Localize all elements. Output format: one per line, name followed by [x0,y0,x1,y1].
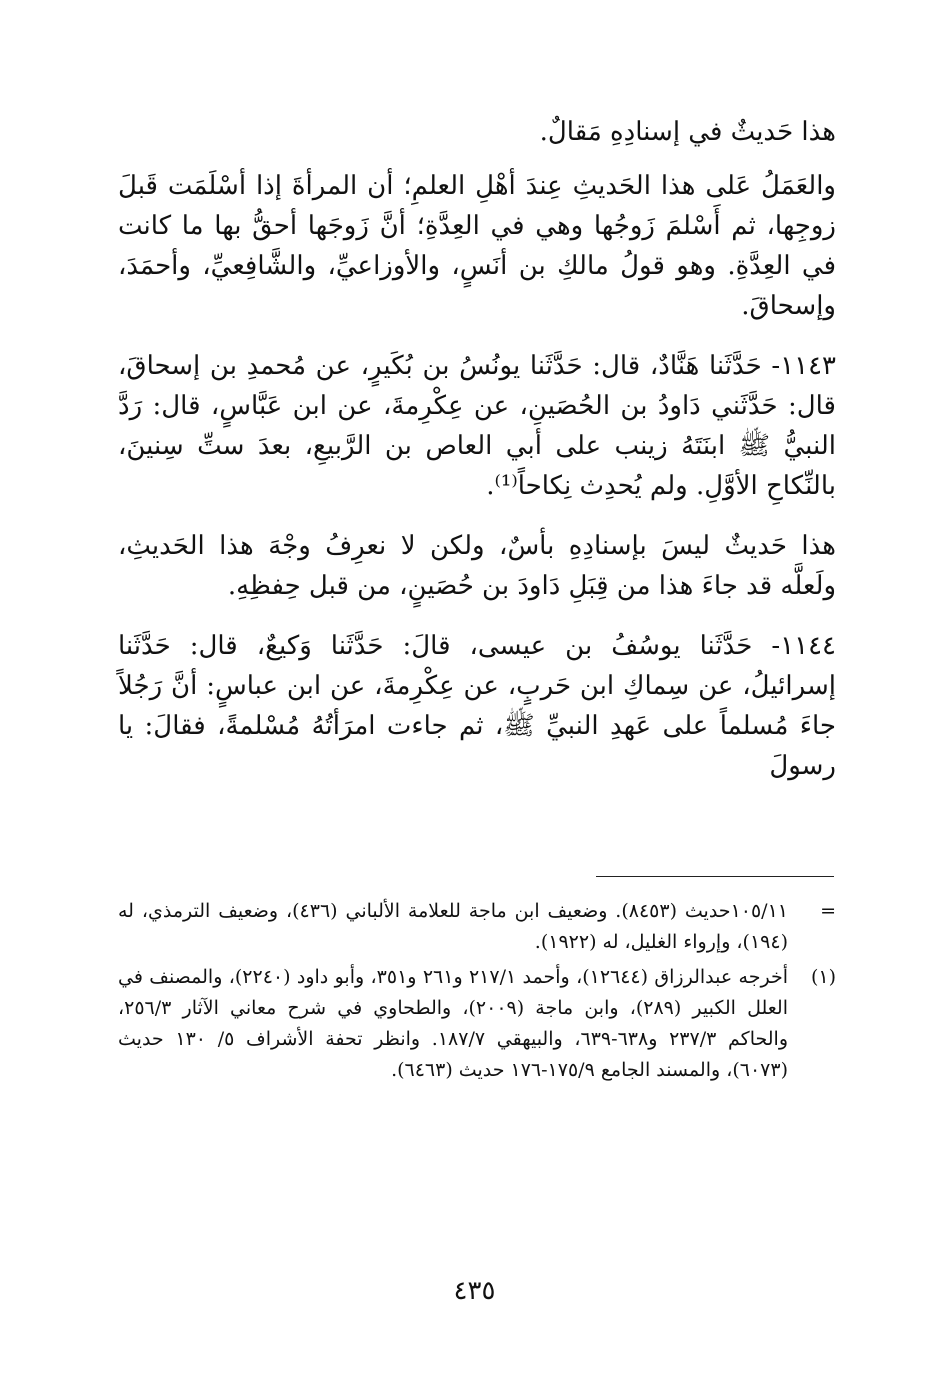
paragraph-ruling: والعَمَلُ عَلى هذا الحَديثِ عِندَ أهْلِ العلمِ؛ أن المرأةَ إذا أسْلَمَت قَبلَ زوجِها، ثم أَسْلمَ زَوجُها وهي في العِدَّةِ؛ أنَّ زَوجَها أحقُّ بها ما كانت في العِدَّةِ. وهو قولُ مالكِ بن أنَسٍ، والأوزاعيِّ، والشَّافِعيِّ، وأحمَدَ، وإسحاقَ. [118,171,836,321]
footnote-1 [118,962,836,1086]
footnote-text: أخرجه عبدالرزاق (١٢٦٤٤)، وأحمد ٢١٧/١ و٢٦١ و٣٥١، وأبو داود (٢٢٤٠)، والمصنف في العلل الكبير (٢٨٩)، وابن ماجة (٢٠٠٩)، والطحاوي في شرح معاني الآثار ٢٥٦/٣، والحاكم ٢٣٧/٣ و٦٣٨-٦٣٩، والبيهقي ١٨٧/٧. وانظر تحفة الأشراف ٥/ ١٣٠ حديث (٦٠٧٣)، والمسند الجامع ١٧٥/٩-١٧٦ حديث (٦٤٦٣). [118,966,789,1081]
paragraph-hadith-1144: ١١٤٤- حَدَّثَنا يوسُفُ بن عيسى، قالَ: حَدَّثَنا وَكيعٌ، قال: حَدَّثَنا إسرائيلُ، عن سِماكِ ابن حَربٍ، عن عِكْرِمةَ، عن ابن عباسٍ: أنَّ رَجُلاً جاءَ مُسلماً على عَهدِ النبيِّ ﷺ، ثم جاءت امرَأتُهُ مُسْلمةً، فقالَ: يا رسولَ [118,631,836,781]
paragraph-comment-2: هذا حَديثٌ ليسَ بإسنادِهِ بأسٌ، ولكن لا نعرِفُ وجْهَ هذا الحَديثِ، ولَعلَّه قد جاءَ هذا من قِبَلِ دَاودَ بن حُصَينٍ، من قبل حِفظِهِ. [118,531,836,601]
page-number: ٤٣٥ [453,1276,496,1306]
paragraph-comment-1: هذا حَديثٌ في إسنادِهِ مَقالٌ. [539,117,836,147]
footnote-divider [596,876,834,877]
footnote-mark: = [820,900,836,922]
paragraph-hadith-1143: ١١٤٣- حَدَّثَنا هَنَّادٌ، قال: حَدَّثَنا يونُسُ بن بُكَيرٍ، عن مُحمدِ بن إسحاقَ، قال: حَدَّثَني دَاودُ بن الحُصَينِ، عن عِكْرِمةَ، عن ابن عَبَّاسٍ، قال: رَدَّ النبيُّ ﷺ ابنَتَهُ زينب على أبي العاص بن الرَّبيعِ، بعدَ ستِّ سِنينَ، بالنِّكاحِ الأوَّلِ. ولم يُحدِث نِكاحاً⁽¹⁾. [118,351,836,501]
footnote-text: ١٠٥/١١حديث (٨٤٥٣). وضعيف ابن ماجة للعلامة الألباني (٤٣٦)، وضعيف الترمذي، له (١٩٤)، وإرواء الغليل، له (١٩٢٢). [118,900,788,953]
main-text [118,112,836,806]
footnote-continuation [118,896,836,958]
footnote-mark: (١) [810,966,836,988]
footnotes [118,896,836,1090]
